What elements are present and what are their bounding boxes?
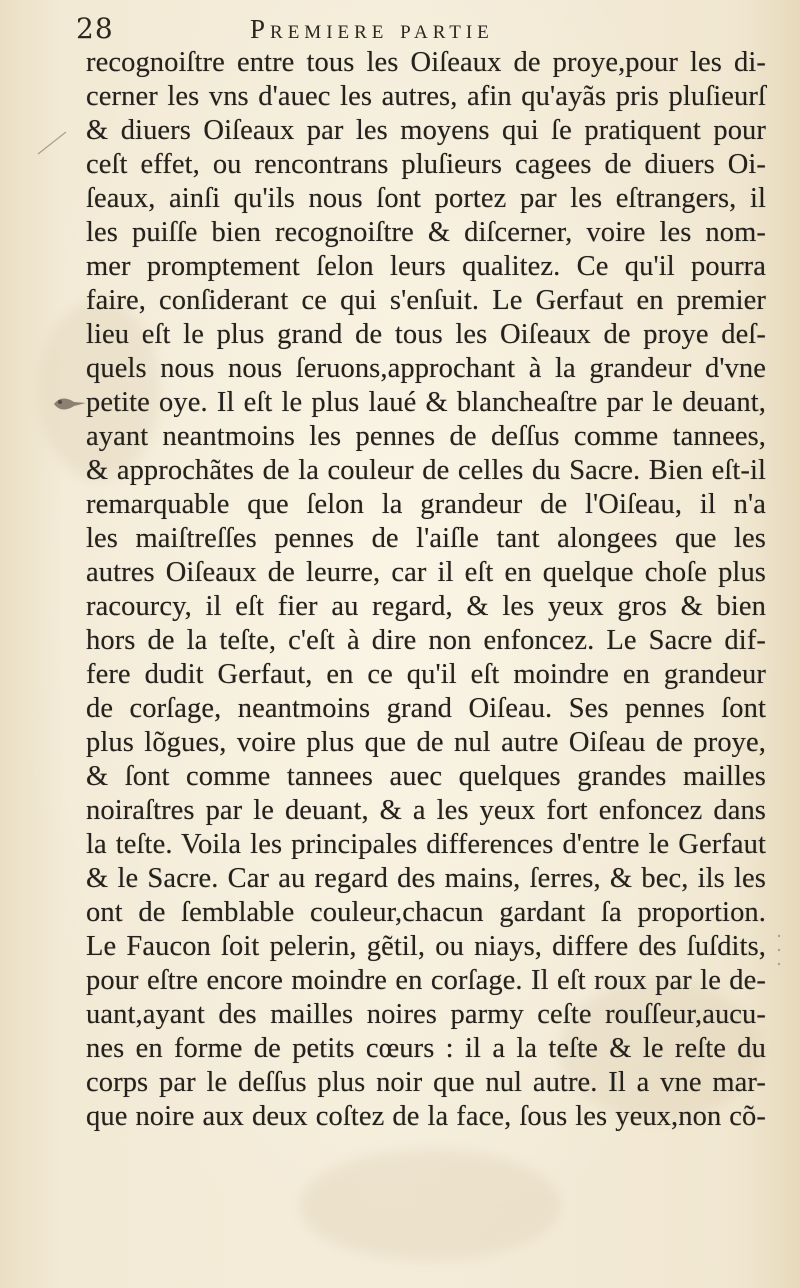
running-head: Premiere partie — [250, 14, 494, 44]
text-line: lieu eſt le plus grand de tous les Oiſeaux de proye deſ- — [86, 319, 766, 350]
text-line: les puiſſe bien recognoiſtre & diſcerner, voire les nom- — [86, 217, 766, 248]
text-line: pour eſtre encore moindre en corſage. Il eſt roux par le de- — [86, 965, 766, 996]
text-line: & ſont comme tannees auec quelques grandes mailles — [86, 761, 766, 792]
text-line: noiraſtres par le deuant, & a les yeux fort enfoncez dans — [86, 795, 766, 826]
page-number: 28 — [76, 12, 114, 45]
text-line: recognoiſtre entre tous les Oiſeaux de proye,pour les di- — [86, 47, 766, 78]
text-line: la teſte. Voila les principales differences d'entre le Gerfaut — [86, 829, 766, 860]
text-line: mer promptement ſelon leurs qualitez. Ce qu'il pourra — [86, 251, 766, 282]
text-line: fere dudit Gerfaut, en ce qu'il eſt moindre en grandeur — [86, 659, 766, 690]
text-line: & approchãtes de la couleur de celles du Sacre. Bien eſt-il — [86, 455, 766, 486]
text-line: ſeaux, ainſi qu'ils nous ſont portez par les eſtrangers, il — [86, 183, 766, 214]
paper-stain — [300, 1150, 560, 1260]
page-header — [0, 6, 800, 46]
text-line: Le Faucon ſoit pelerin, gẽtil, ou niays, differe des ſuſdits, — [86, 931, 766, 962]
text-line: de corſage, neantmoins grand Oiſeau. Ses pennes ſont — [86, 693, 766, 724]
text-line: quels nous nous ſeruons,approchant à la grandeur d'vne — [86, 353, 766, 384]
margin-dots-icon — [776, 930, 782, 970]
text-line: ceſt effet, ou rencontrans pluſieurs cagees de diuers Oi- — [86, 149, 766, 180]
text-line: plus lõgues, voire plus que de nul autre Oiſeau de proye, — [86, 727, 766, 758]
text-line: ont de ſemblable couleur,chacun gardant ſa proportion. — [86, 897, 766, 928]
text-line: & diuers Oiſeaux par les moyens qui ſe pratiquent pour — [86, 115, 766, 146]
text-line: & le Sacre. Car au regard des mains, ſerres, & bec, ils les — [86, 863, 766, 894]
text-line: corps par le deſſus plus noir que nul autre. Il a vne mar- — [86, 1067, 766, 1098]
manicule-mark-icon — [52, 392, 88, 416]
margin-stroke-icon — [36, 128, 76, 158]
text-line: nes en forme de petits cœurs : il a la teſte & le reſte du — [86, 1033, 766, 1064]
text-line: autres Oiſeaux de leurre, car il eſt en quelque choſe plus — [86, 557, 766, 588]
text-line: racourcy, il eſt fier au regard, & les yeux gros & bien — [86, 591, 766, 622]
text-line: petite oye. Il eſt le plus laué & blancheaſtre par le deuant, — [86, 387, 766, 418]
text-line: hors de la teſte, c'eſt à dire non enfoncez. Le Sacre dif- — [86, 625, 766, 656]
text-line: que noire aux deux coſtez de la face, ſous les yeux,non cõ- — [86, 1101, 766, 1132]
text-line: les maiſtreſſes pennes de l'aiſle tant alongees que les — [86, 523, 766, 554]
text-line: remarquable que ſelon la grandeur de l'Oiſeau, il n'a — [86, 489, 766, 520]
text-line: faire, conſiderant ce qui s'enſuit. Le Gerfaut en premier — [86, 285, 766, 316]
text-line: uant,ayant des mailles noires parmy ceſte rouſſeur,aucu- — [86, 999, 766, 1030]
text-line: ayant neantmoins les pennes de deſſus comme tannees, — [86, 421, 766, 452]
body-text — [86, 46, 766, 1134]
text-line: cerner les vns d'auec les autres, afin qu'ayãs pris pluſieurſ — [86, 81, 766, 112]
